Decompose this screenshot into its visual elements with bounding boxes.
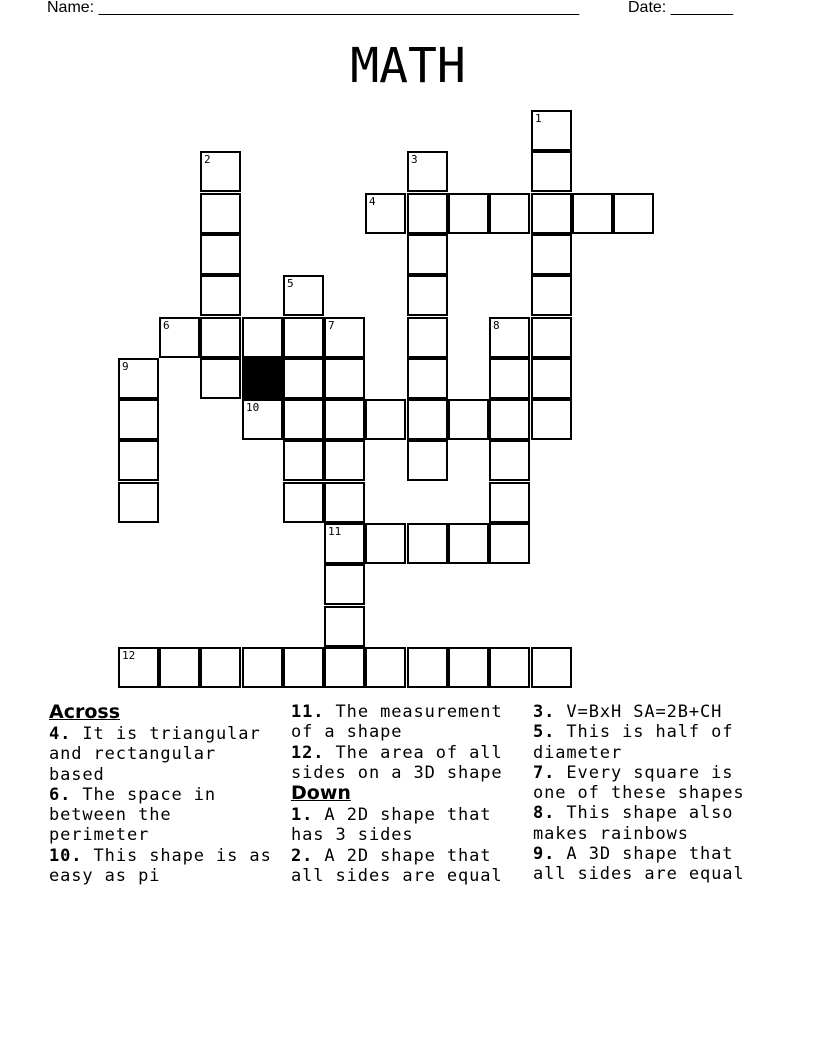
grid-cell[interactable] <box>489 440 530 481</box>
grid-cell[interactable] <box>489 193 530 234</box>
grid-cell[interactable] <box>407 151 448 192</box>
clue-number: 4. <box>49 724 72 744</box>
grid-cell[interactable] <box>407 317 448 358</box>
grid-cell[interactable] <box>489 647 530 688</box>
grid-cell[interactable] <box>489 482 530 523</box>
clue-down-5 <box>533 722 773 763</box>
clue-number-label: 4 <box>369 195 376 208</box>
black-cell <box>242 358 283 399</box>
grid-cell[interactable] <box>407 523 448 564</box>
clue-text: V=BxH SA=2B+CH <box>566 702 723 722</box>
grid-cell[interactable] <box>365 399 406 440</box>
grid-cell[interactable] <box>531 151 572 192</box>
clue-number-label: 3 <box>411 153 418 166</box>
grid-cell[interactable] <box>407 440 448 481</box>
grid-cell[interactable] <box>159 317 200 358</box>
grid-cell[interactable] <box>365 523 406 564</box>
grid-cell[interactable] <box>531 193 572 234</box>
grid-cell[interactable] <box>283 275 324 316</box>
clue-text: A 2D shape that all sides are equal <box>291 845 503 887</box>
clue-number-label: 10 <box>246 401 260 414</box>
grid-cell[interactable] <box>118 482 159 523</box>
grid-cell[interactable] <box>489 358 530 399</box>
clue-number: 7. <box>533 762 556 783</box>
grid-cell[interactable] <box>283 317 324 358</box>
clue-text: It is triangular and rectangular based <box>49 724 261 785</box>
clue-number: 9. <box>533 844 556 865</box>
grid-cell[interactable] <box>324 523 365 564</box>
clue-text: A 3D shape that all sides are equal <box>533 844 745 885</box>
grid-cell[interactable] <box>324 606 365 647</box>
clue-across-10 <box>49 846 279 887</box>
clue-number: 12. <box>291 742 325 763</box>
clue-number: 11. <box>291 702 325 722</box>
grid-cell[interactable] <box>489 317 530 358</box>
grid-cell[interactable] <box>200 234 241 275</box>
grid-cell[interactable] <box>118 358 159 399</box>
clue-number-label: 11 <box>328 525 342 538</box>
clue-number-label: 1 <box>535 112 542 125</box>
grid-cell[interactable] <box>448 523 489 564</box>
grid-cell[interactable] <box>200 275 241 316</box>
grid-cell[interactable] <box>283 358 324 399</box>
grid-cell[interactable] <box>283 399 324 440</box>
clue-number: 1. <box>291 805 314 826</box>
clue-number: 5. <box>533 722 556 743</box>
grid-cell[interactable] <box>118 440 159 481</box>
clue-text: The measurement of a shape <box>291 702 503 743</box>
clue-number: 8. <box>533 803 556 824</box>
clue-down-8 <box>533 803 773 844</box>
clues-column-2 <box>291 702 523 886</box>
clue-text: Every square is one of these shapes <box>533 762 745 804</box>
clue-across-11 <box>291 702 523 743</box>
grid-cell[interactable] <box>448 647 489 688</box>
date-field[interactable]: Date: _______ <box>628 0 733 16</box>
clue-text: This is half of diameter <box>533 722 734 763</box>
grid-cell[interactable] <box>407 399 448 440</box>
clue-across-6 <box>49 785 279 846</box>
grid-cell[interactable] <box>407 234 448 275</box>
clue-text: The area of all sides on a 3D shape <box>291 742 503 783</box>
grid-cell[interactable] <box>531 234 572 275</box>
clue-down-2 <box>291 846 523 887</box>
grid-cell[interactable] <box>407 193 448 234</box>
name-field[interactable]: Name: ______________________________________________________ <box>47 0 580 16</box>
clue-number: 10. <box>49 845 83 866</box>
clue-number-label: 7 <box>328 319 335 332</box>
grid-cell[interactable] <box>324 647 365 688</box>
grid-cell[interactable] <box>200 317 241 358</box>
grid-cell[interactable] <box>365 193 406 234</box>
grid-cell[interactable] <box>324 399 365 440</box>
clue-text: This shape also makes rainbows <box>533 803 734 844</box>
clue-number: 6. <box>49 784 72 805</box>
grid-cell[interactable] <box>531 110 572 151</box>
grid-cell[interactable] <box>242 647 283 688</box>
clue-number: 3. <box>533 702 556 722</box>
grid-cell[interactable] <box>242 399 283 440</box>
clue-number-label: 5 <box>287 277 294 290</box>
clue-across-4 <box>49 724 279 785</box>
grid-cell[interactable] <box>283 482 324 523</box>
clues-column-3 <box>533 702 773 885</box>
clue-across-12 <box>291 743 523 784</box>
clue-down-9 <box>533 844 773 885</box>
clue-down-3 <box>533 702 773 722</box>
grid-cell[interactable] <box>118 647 159 688</box>
grid-cell[interactable] <box>448 399 489 440</box>
clue-text: A 2D shape that has 3 sides <box>291 805 492 846</box>
grid-cell[interactable] <box>324 564 365 605</box>
grid-cell[interactable] <box>365 647 406 688</box>
grid-cell[interactable] <box>200 647 241 688</box>
grid-cell[interactable] <box>200 358 241 399</box>
grid-cell[interactable] <box>283 647 324 688</box>
grid-cell[interactable] <box>489 523 530 564</box>
clue-number-label: 2 <box>204 153 211 166</box>
grid-cell[interactable] <box>531 647 572 688</box>
page-title: MATH <box>350 38 466 94</box>
clue-down-1 <box>291 805 523 846</box>
grid-cell[interactable] <box>531 275 572 316</box>
clue-number-label: 9 <box>122 360 129 373</box>
grid-cell[interactable] <box>407 275 448 316</box>
clue-text: This shape is as easy as pi <box>49 845 272 887</box>
grid-cell[interactable] <box>242 317 283 358</box>
down-heading: Down <box>291 782 351 805</box>
grid-cell[interactable] <box>118 399 159 440</box>
grid-cell[interactable] <box>324 358 365 399</box>
clue-number-label: 6 <box>163 319 170 332</box>
grid-cell[interactable] <box>531 317 572 358</box>
clue-number-label: 12 <box>122 649 136 662</box>
grid-cell[interactable] <box>407 358 448 399</box>
grid-cell[interactable] <box>200 151 241 192</box>
clue-number: 2. <box>291 845 314 866</box>
grid-cell[interactable] <box>613 193 654 234</box>
grid-cell[interactable] <box>324 317 365 358</box>
grid-cell[interactable] <box>324 440 365 481</box>
grid-cell[interactable] <box>489 399 530 440</box>
grid-cell[interactable] <box>159 647 200 688</box>
across-heading: Across <box>49 701 121 723</box>
grid-cell[interactable] <box>200 193 241 234</box>
grid-cell[interactable] <box>572 193 613 234</box>
grid-cell[interactable] <box>324 482 365 523</box>
clues-column-1 <box>49 702 279 886</box>
grid-cell[interactable] <box>407 647 448 688</box>
grid-cell[interactable] <box>531 399 572 440</box>
clue-number-label: 8 <box>493 319 500 332</box>
clue-text: The space in between the perimeter <box>49 784 217 846</box>
clue-down-7 <box>533 763 773 804</box>
grid-cell[interactable] <box>283 440 324 481</box>
grid-cell[interactable] <box>448 193 489 234</box>
grid-cell[interactable] <box>531 358 572 399</box>
